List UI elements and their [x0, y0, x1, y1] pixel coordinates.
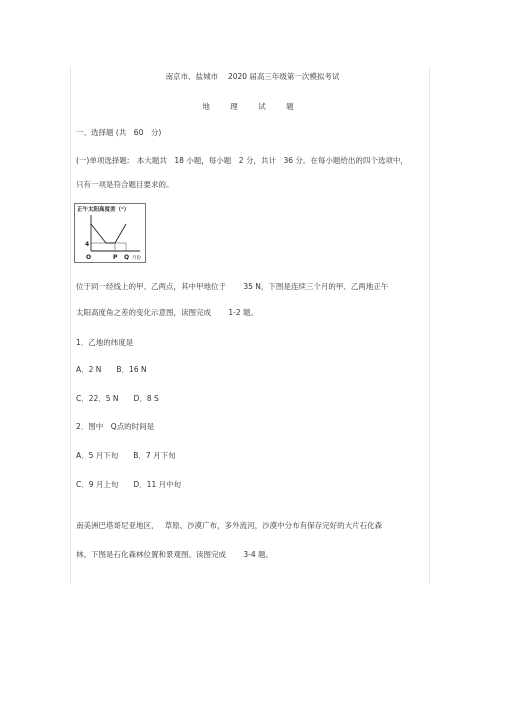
- question-2-options-ab: A．5 月下旬 B．7 月下旬: [76, 451, 176, 460]
- question-1-options-ab: A．2 N B．16 N: [76, 365, 147, 374]
- question-2-stem: 2．图中 Q点的时间是: [76, 422, 155, 431]
- x-label-q: Q: [124, 254, 130, 261]
- stem-1-line-2: 太阳高度角之差的变化示意图，读图完成 1-2 题。: [76, 308, 259, 317]
- x-unit-label: 月份: [132, 256, 141, 261]
- x-label-p: P: [113, 254, 118, 261]
- difference-curve: [91, 224, 126, 243]
- question-1-options-cd: C．22．5 N D．8 S: [76, 394, 159, 403]
- stem-1-line-1: 位于同一经线上的甲、乙两点，其中甲地位于 35 N，下图是连续三个月的甲、乙两地正午: [76, 282, 389, 291]
- origin-label: O: [86, 254, 92, 261]
- question-2-options-cd: C．9 月上旬 D．11 月中旬: [76, 480, 182, 489]
- y-tick-4: 4: [85, 241, 90, 248]
- page-border: [70, 66, 430, 584]
- exam-title: 南京市、盐城市 2020 届高三年级第一次模拟考试: [165, 72, 340, 81]
- subject-title: 地 理 试 题: [202, 102, 303, 111]
- stem-2-line-2: 林。下图是石化森林位置和景观图。读图完成 3-4 题。: [76, 550, 274, 559]
- stem-2-line-1: 南美洲巴塔哥尼亚地区， 草原、沙漠广布，多外流河，沙漠中分布有保存完好的大片石化森: [76, 521, 383, 530]
- question-1-stem: 1．乙地的纬度是: [76, 338, 134, 347]
- sun-altitude-difference-figure: [74, 203, 146, 263]
- figure-title: 正午太阳高度差（°）: [77, 207, 130, 213]
- figure-svg: [74, 203, 146, 263]
- instruction-line-2: 只有一项是符合题目要求的。: [76, 180, 174, 189]
- section-heading: 一、选择题 (共 60 分): [76, 128, 162, 137]
- instruction-line-1: (一)单项选择题: 本大题共 18 小题，每小题 2 分，共计 36 分。在每小题给出的四个选项中，: [76, 156, 408, 165]
